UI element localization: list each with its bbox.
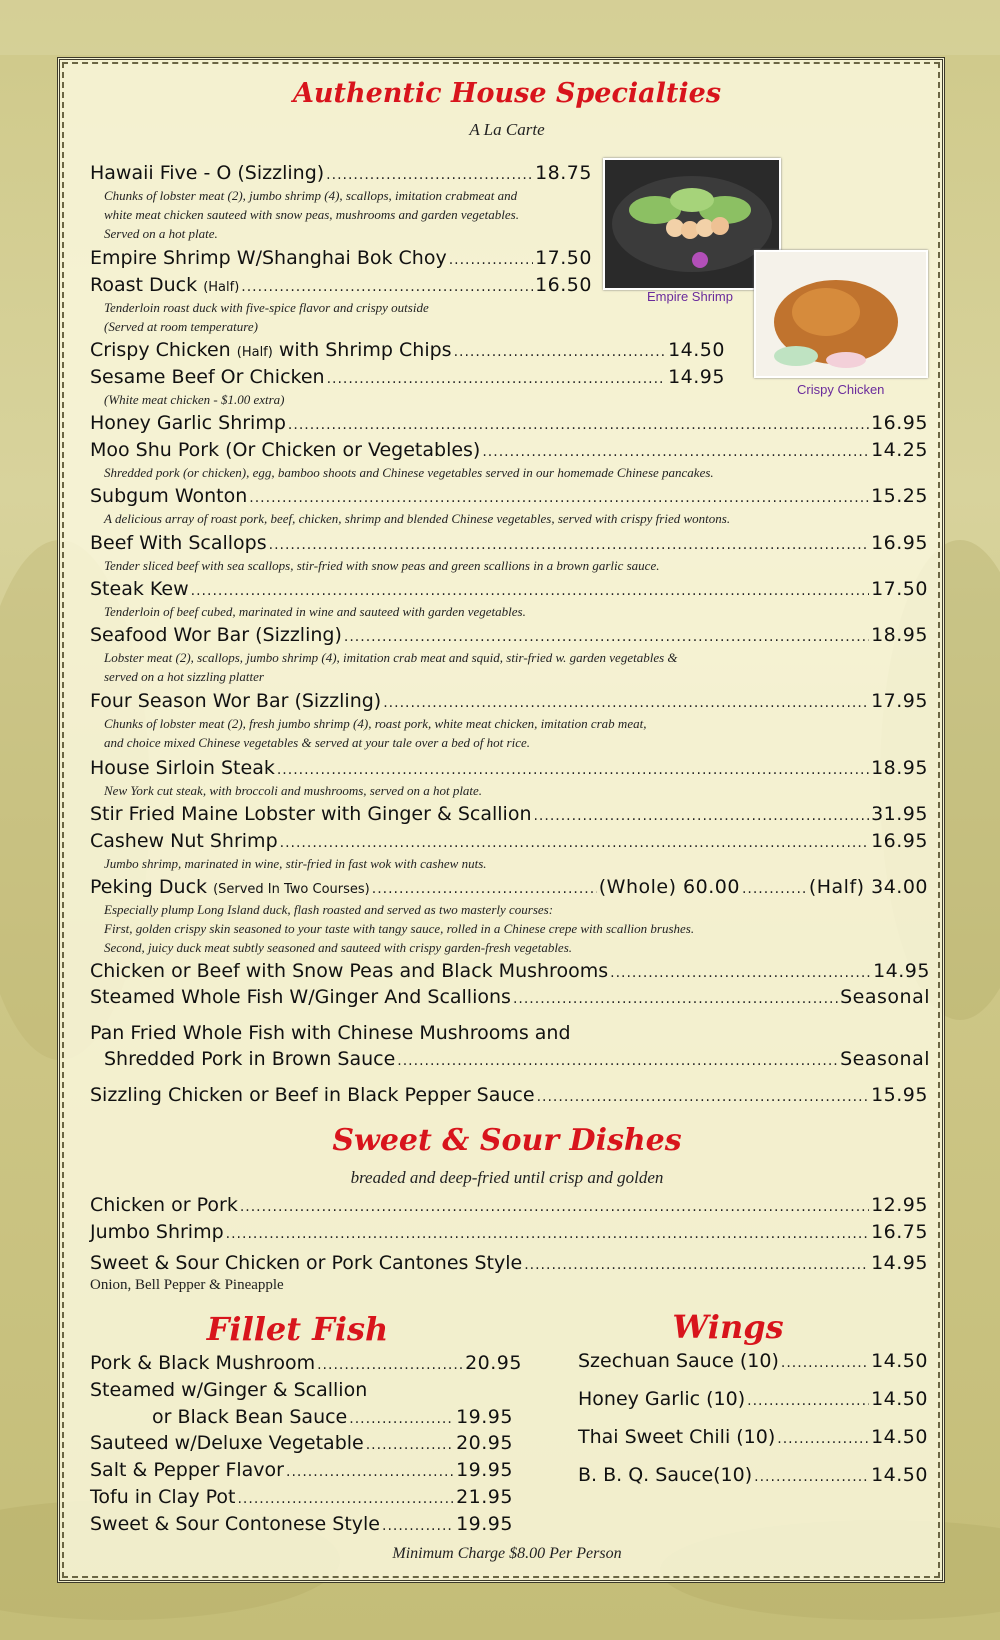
item-peking-duck: Peking Duck (Served In Two Courses) ..... (Whole) 60.00 ..... (Half) 34.00 xyxy=(90,876,928,901)
fillet-item-deluxe-vegetable: Sauteed w/Deluxe Vegetable ..... 20.95 xyxy=(90,1432,513,1456)
item-cashew-nut-shrimp: Cashew Nut Shrimp ..... 16.95 xyxy=(90,830,928,854)
desc-seafood-wor-bar: Lobster meat (2), scallops, jumbo shrimp (4), imitation crab meat and squid, stir-fried w. garden vegetables & served on a hot sizzling platter xyxy=(104,650,678,684)
fillet-item-sweet-sour-contonese: Sweet & Sour Contonese Style ..... 19.95 xyxy=(90,1513,513,1537)
desc-peking-duck: Especially plump Long Island duck, flash roasted and served as two masterly courses: First, golden crispy skin seasoned to your taste with tangy sauce, rolled in a Chinese crepe with scallion brushes. Second, juicy duck meat subtly seasoned and sauteed with crispy garden-fresh vegetables. xyxy=(104,902,695,955)
item-honey-garlic-shrimp: Honey Garlic Shrimp ..... 16.95 xyxy=(90,412,928,436)
item-roast-duck: Roast Duck (Half) ..... 16.50 xyxy=(90,274,592,299)
crispy-chicken-photo xyxy=(754,250,928,378)
wings-item-thai-sweet-chili: Thai Sweet Chili (10) ..... 14.50 xyxy=(578,1426,928,1450)
desc-beef-with-scallops: Tender sliced beef with sea scallops, stir-fried with snow peas and green scallions in a brown garlic sauce. xyxy=(104,558,660,573)
item-steamed-whole-fish: Steamed Whole Fish W/Ginger And Scallions ..... Seasonal xyxy=(90,986,930,1010)
item-beef-with-scallops: Beef With Scallops ..... 16.95 xyxy=(90,532,928,556)
item-crispy-chicken: Crispy Chicken (Half) with Shrimp Chips ..... 14.50 xyxy=(90,339,725,364)
wings-title: Wings xyxy=(672,1308,784,1346)
wings-item-bbq-sauce: B. B. Q. Sauce(10) ..... 14.50 xyxy=(578,1464,928,1488)
item-empire-shrimp: Empire Shrimp W/Shanghai Bok Choy ..... 17.50 xyxy=(90,247,592,271)
empire-shrimp-caption: Empire Shrimp xyxy=(647,289,733,304)
item-pan-fried-whole-fish: Pan Fried Whole Fish with Chinese Mushrooms and xyxy=(90,1022,571,1044)
item-subgum-wonton: Subgum Wonton ..... 15.25 xyxy=(90,485,928,509)
item-moo-shu-pork: Moo Shu Pork (Or Chicken or Vegetables) ..... 14.25 xyxy=(90,439,928,463)
specialties-subtitle: A La Carte xyxy=(469,120,545,139)
fillet-item-steamed-ginger: Steamed w/Ginger & Scallion xyxy=(90,1379,368,1401)
item-chicken-or-pork: Chicken or Pork ..... 12.95 xyxy=(90,1194,928,1218)
fillet-item-tofu-clay-pot: Tofu in Clay Pot ..... 21.95 xyxy=(90,1486,513,1510)
item-sesame-beef: Sesame Beef Or Chicken ..... 14.95 xyxy=(90,366,725,390)
item-cantones-style: Sweet & Sour Chicken or Pork Cantones Style ..... 14.95 xyxy=(90,1252,928,1276)
item-seafood-wor-bar: Seafood Wor Bar (Sizzling) ..... 18.95 xyxy=(90,624,928,648)
item-house-sirloin-steak: House Sirloin Steak ..... 18.95 xyxy=(90,757,928,781)
item-snow-peas: Chicken or Beef with Snow Peas and Black Mushrooms ..... 14.95 xyxy=(90,960,930,984)
fillet-fish-title: Fillet Fish xyxy=(206,1310,389,1348)
sweet-sour-title: Sweet & Sour Dishes xyxy=(332,1123,682,1158)
item-black-pepper-sauce: Sizzling Chicken or Beef in Black Pepper Sauce ..... 15.95 xyxy=(90,1084,928,1108)
fillet-item-pork-black-mushroom: Pork & Black Mushroom ..... 20.95 xyxy=(90,1352,522,1376)
wings-item-honey-garlic: Honey Garlic (10) ..... 14.50 xyxy=(578,1388,928,1412)
item-jumbo-shrimp: Jumbo Shrimp ..... 16.75 xyxy=(90,1221,928,1245)
desc-four-season-wor-bar: Chunks of lobster meat (2), fresh jumbo shrimp (4), roast pork, white meat chicken, imitation crab meat, and choice mixed Chinese vegetables & served at your tale over a bed of hot rice. xyxy=(104,716,647,750)
item-hawaii-five-o: Hawaii Five - O (Sizzling) ..... 18.75 xyxy=(90,162,592,186)
item-maine-lobster: Stir Fried Maine Lobster with Ginger & Scallion ..... 31.95 xyxy=(90,803,928,827)
wings-item-szechuan: Szechuan Sauce (10) ..... 14.50 xyxy=(578,1350,928,1374)
minimum-charge-note: Minimum Charge $8.00 Per Person xyxy=(392,1545,622,1562)
desc-sesame-beef: (White meat chicken - $1.00 extra) xyxy=(104,392,285,407)
menu-frame xyxy=(57,57,945,1583)
desc-subgum-wonton: A delicious array of roast pork, beef, chicken, shrimp and blended Chinese vegetables, served with crispy fried wontons. xyxy=(104,511,731,526)
fillet-item-black-bean: or Black Bean Sauce ..... 19.95 xyxy=(152,1406,513,1430)
desc-moo-shu-pork: Shredded pork (or chicken), egg, bamboo shoots and Chinese vegetables served in our homemade Chinese pancakes. xyxy=(104,465,714,480)
specialties-title: Authentic House Specialties xyxy=(292,78,722,109)
crispy-chicken-caption: Crispy Chicken xyxy=(797,382,885,397)
desc-roast-duck: Tenderloin roast duck with five-spice flavor and crispy outside (Served at room temperature) xyxy=(104,300,429,334)
desc-cashew-nut-shrimp: Jumbo shrimp, marinated in wine, stir-fried in fast wok with cashew nuts. xyxy=(104,856,487,871)
sweet-sour-subtitle: breaded and deep-fried until crisp and golden xyxy=(350,1168,664,1187)
item-steak-kew: Steak Kew ..... 17.50 xyxy=(90,578,928,602)
menu-content xyxy=(90,60,930,1580)
fillet-item-salt-pepper: Salt & Pepper Flavor ..... 19.95 xyxy=(90,1459,513,1483)
sweet-sour-note: Onion, Bell Pepper & Pineapple xyxy=(90,1277,284,1293)
item-four-season-wor-bar: Four Season Wor Bar (Sizzling) ..... 17.95 xyxy=(90,690,928,714)
item-pan-fried-whole-fish-cont: Shredded Pork in Brown Sauce ..... Seasonal xyxy=(104,1048,930,1072)
desc-hawaii-five-o: Chunks of lobster meat (2), jumbo shrimp (4), scallops, imitation crabmeat and white meat chicken sauteed with snow peas, mushrooms and garden vegetables. Served on a hot plate. xyxy=(104,188,519,241)
desc-house-sirloin-steak: New York cut steak, with broccoli and mushrooms, served on a hot plate. xyxy=(104,783,483,798)
desc-steak-kew: Tenderloin of beef cubed, marinated in wine and sauteed with garden vegetables. xyxy=(104,604,526,619)
